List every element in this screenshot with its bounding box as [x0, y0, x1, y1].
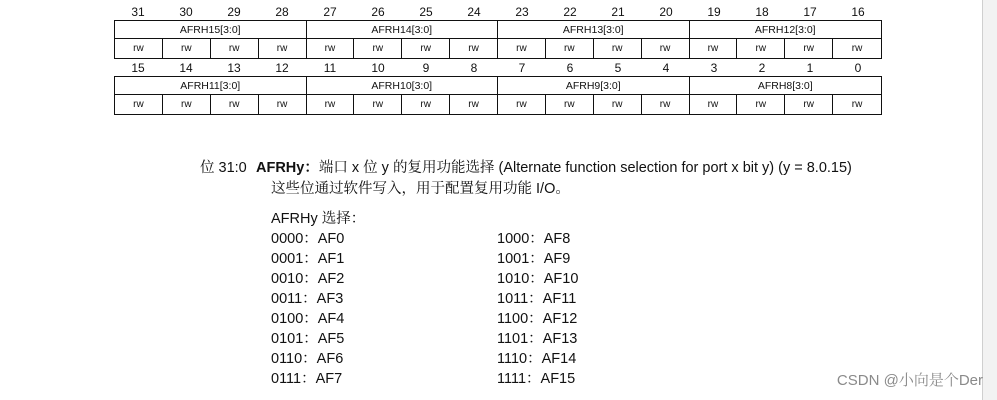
selection-item: 0111：AF7	[271, 371, 343, 387]
access-cell: rw	[851, 43, 863, 54]
bit-number: 21	[611, 5, 625, 19]
access-cell: rw	[450, 39, 498, 58]
selection-item: 1101：AF13	[497, 331, 578, 347]
access-cell: rw	[642, 95, 690, 114]
bit-number: 9	[422, 61, 430, 75]
bit-number: 19	[707, 5, 721, 19]
access-cell: rw	[785, 95, 833, 114]
bit-number: 12	[275, 61, 289, 75]
access-cell: rw	[546, 95, 594, 114]
bit-number: 8	[470, 61, 478, 75]
description-line-2: 这些位通过软件写入，用于配置复用功能 I/O。	[271, 181, 570, 197]
lower-access-row	[114, 95, 882, 115]
description-bits: 位 31:0	[200, 160, 247, 176]
selection-item: 1110：AF14	[497, 351, 577, 367]
bit-number: 11	[323, 61, 337, 75]
access-cell: rw	[642, 39, 690, 58]
bit-number: 6	[566, 61, 574, 75]
bit-number: 10	[371, 61, 385, 75]
access-cell: rw	[163, 95, 211, 114]
access-cell: rw	[115, 95, 163, 114]
bit-number: 24	[467, 5, 481, 19]
upper-field-row	[114, 20, 882, 39]
bit-number: 15	[131, 61, 145, 75]
access-cell: rw	[211, 39, 259, 58]
bit-number: 18	[755, 5, 769, 19]
access-cell: rw	[690, 39, 738, 58]
access-cell: rw	[851, 99, 863, 110]
field-cell: AFRH13[3:0]	[498, 21, 690, 38]
selection-item: 0101：AF5	[271, 331, 345, 347]
lower-bit-numbers	[114, 60, 882, 76]
lower-field-row	[114, 76, 882, 95]
selection-item: 1111：AF15	[497, 371, 576, 387]
access-cell: rw	[594, 39, 642, 58]
access-cell: rw	[163, 39, 211, 58]
access-cell: rw	[594, 95, 642, 114]
selection-item: 0000：AF0	[271, 231, 345, 247]
upper-access-row	[114, 39, 882, 59]
bit-number: 31	[131, 5, 145, 19]
access-cell: rw	[259, 95, 307, 114]
upper-bit-numbers	[114, 4, 882, 20]
bit-number: 4	[662, 61, 670, 75]
access-cell: rw	[737, 95, 785, 114]
selection-item: 1010：AF10	[497, 271, 579, 287]
selection-item: 1000：AF8	[497, 231, 571, 247]
access-cell: rw	[450, 95, 498, 114]
field-cell: AFRH8[3:0]	[757, 79, 813, 92]
selection-title: AFRHy 选择：	[271, 211, 366, 227]
bit-number: 16	[851, 5, 865, 19]
bit-number: 5	[614, 61, 622, 75]
bit-number: 30	[179, 5, 193, 19]
field-cell: AFRH12[3:0]	[754, 23, 816, 36]
right-edge-margin	[982, 0, 997, 400]
field-cell: AFRH10[3:0]	[307, 77, 499, 94]
bit-number: 22	[563, 5, 577, 19]
bit-number: 14	[179, 61, 193, 75]
field-cell: AFRH11[3:0]	[115, 77, 307, 94]
bit-number: 29	[227, 5, 241, 19]
bit-number: 26	[371, 5, 385, 19]
access-cell: rw	[785, 39, 833, 58]
field-cell: AFRH14[3:0]	[307, 21, 499, 38]
access-cell: rw	[354, 95, 402, 114]
bit-number: 27	[323, 5, 337, 19]
selection-item: 1100：AF12	[497, 311, 578, 327]
access-cell: rw	[307, 95, 355, 114]
access-cell: rw	[690, 95, 738, 114]
bit-number: 0	[854, 61, 862, 75]
access-cell: rw	[115, 39, 163, 58]
field-cell: AFRH9[3:0]	[498, 77, 690, 94]
selection-list-left	[271, 229, 344, 389]
register-bit-table	[114, 4, 882, 115]
access-cell: rw	[307, 39, 355, 58]
watermark: CSDN @小向是个Der	[836, 372, 983, 389]
bit-number: 17	[803, 5, 817, 19]
bit-number: 23	[515, 5, 529, 19]
bit-number: 7	[518, 61, 526, 75]
access-cell: rw	[402, 95, 450, 114]
selection-list-right	[497, 229, 578, 389]
bit-number: 20	[659, 5, 673, 19]
selection-item: 0011：AF3	[271, 291, 344, 307]
access-cell: rw	[354, 39, 402, 58]
bit-number: 25	[419, 5, 433, 19]
bit-number: 13	[227, 61, 241, 75]
bit-number: 28	[275, 5, 289, 19]
bit-number: 1	[806, 61, 814, 75]
access-cell: rw	[402, 39, 450, 58]
field-description	[200, 158, 852, 200]
access-cell: rw	[498, 95, 546, 114]
selection-item: 1011：AF11	[497, 291, 577, 307]
description-field-name: AFRHy：	[256, 160, 319, 176]
field-cell: AFRH15[3:0]	[115, 21, 307, 38]
selection-item: 0001：AF1	[271, 251, 345, 267]
selection-item: 0010：AF2	[271, 271, 345, 287]
access-cell: rw	[498, 39, 546, 58]
selection-item: 0110：AF6	[271, 351, 344, 367]
selection-item: 1001：AF9	[497, 251, 571, 267]
description-text: 端口 x 位 y 的复用功能选择 (Alternate function selection for port x bit y) (y = 8.0.15)	[318, 160, 852, 176]
access-cell: rw	[259, 39, 307, 58]
access-cell: rw	[737, 39, 785, 58]
access-cell: rw	[211, 95, 259, 114]
access-cell: rw	[546, 39, 594, 58]
selection-item: 0100：AF4	[271, 311, 345, 327]
bit-number: 3	[710, 61, 718, 75]
bit-number: 2	[758, 61, 766, 75]
